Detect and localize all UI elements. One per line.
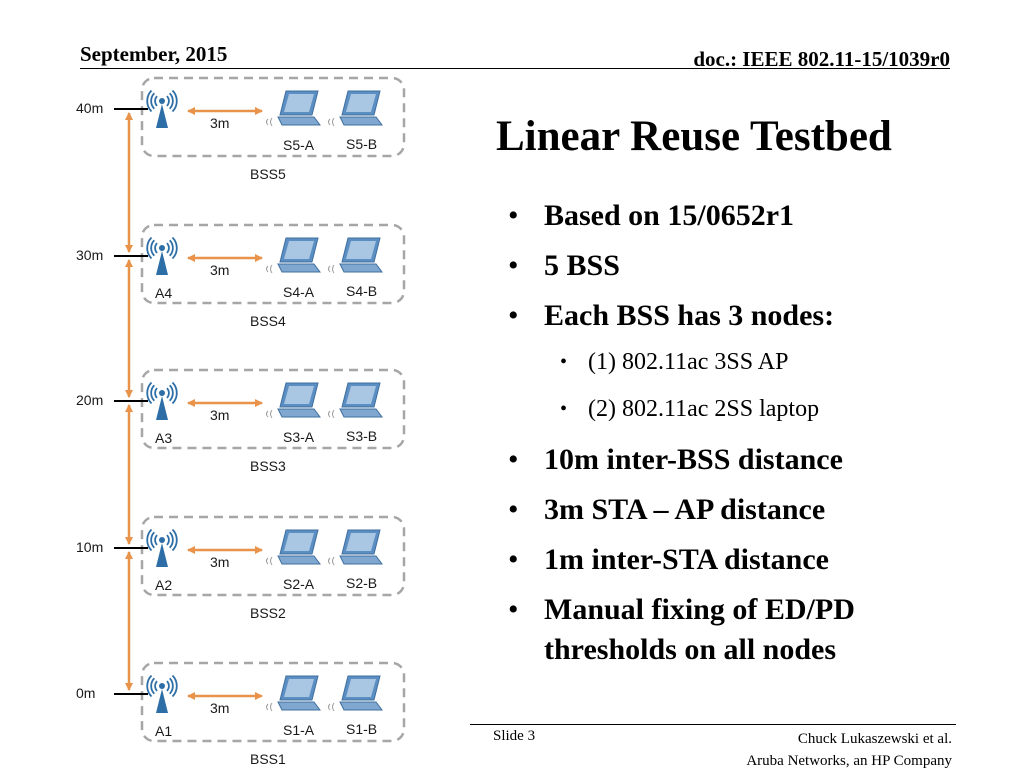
ap-antenna-dot — [159, 683, 165, 689]
bullet-text: 5 BSS — [544, 249, 620, 282]
bss-group — [142, 78, 404, 182]
bullet-item — [508, 246, 978, 296]
distance-label: 40m — [76, 100, 104, 116]
laptop-keyboard — [278, 264, 320, 272]
ap-label: A4 — [155, 285, 173, 301]
ap-wave-left — [151, 678, 154, 693]
bullet-dot-icon: • — [508, 199, 519, 232]
sta-b-label: S4-B — [346, 283, 378, 299]
ap-sta-distance-label: 3m — [210, 554, 230, 570]
ap-wave-right — [170, 93, 173, 108]
ap-wave-left — [155, 681, 157, 691]
bullet-list — [508, 196, 978, 680]
bss-group — [142, 517, 404, 621]
bullet-text: Each BSS has 3 nodes: — [544, 299, 835, 332]
laptop-display — [346, 94, 376, 112]
distance-label: 0m — [76, 685, 96, 701]
laptop-signal-mark — [267, 118, 273, 126]
bss-name-label: BSS1 — [250, 751, 286, 767]
ap-label: A3 — [155, 430, 173, 446]
bss-name-label: BSS3 — [250, 458, 286, 474]
ap-wave-left — [151, 93, 154, 108]
laptop-keyboard — [278, 556, 320, 564]
ap-sta-distance-label: 3m — [210, 262, 230, 278]
bss-group — [142, 663, 404, 767]
ap-sta-distance-label: 3m — [210, 700, 230, 716]
distance-label: 20m — [76, 392, 104, 408]
sta-a-label: S3-A — [283, 429, 315, 445]
ap-tower-icon — [147, 238, 177, 276]
sta-a-label: S4-A — [283, 284, 315, 300]
laptop-keyboard — [340, 556, 382, 564]
laptop-icon — [267, 91, 321, 126]
bullet-dot-icon: • — [508, 249, 519, 282]
ap-wave-right — [167, 96, 169, 106]
laptop-signal-mark — [267, 410, 273, 418]
sta-b-label: S3-B — [346, 428, 378, 444]
ap-label: A2 — [155, 577, 173, 593]
bullet-text: 10m inter-BSS distance — [544, 443, 843, 476]
laptop-icon — [267, 383, 321, 418]
footer-author-block — [746, 728, 952, 772]
ap-antenna-dot — [159, 245, 165, 251]
ap-tower-body — [156, 689, 168, 713]
laptop-signal-mark — [329, 557, 335, 565]
laptop-signal-mark — [267, 557, 273, 565]
bss-name-label: BSS4 — [250, 313, 286, 329]
laptop-display — [284, 94, 314, 112]
bullet-item — [508, 590, 978, 680]
distance-label: 10m — [76, 539, 104, 555]
ap-sta-distance-label: 3m — [210, 407, 230, 423]
laptop-display — [346, 386, 376, 404]
laptop-icon — [267, 530, 321, 565]
laptop-keyboard — [340, 702, 382, 710]
ap-wave-right — [170, 532, 173, 547]
bullet-item — [508, 196, 978, 246]
bullet-item — [508, 490, 978, 540]
ap-wave-left — [151, 240, 154, 255]
laptop-display — [284, 679, 314, 697]
laptop-signal-mark — [267, 265, 273, 273]
bss-group — [142, 370, 404, 474]
ap-antenna-dot — [159, 390, 165, 396]
laptop-keyboard — [278, 117, 320, 125]
sta-a-label: S2-A — [283, 576, 315, 592]
ap-antenna-dot — [159, 537, 165, 543]
footer-divider — [470, 724, 956, 725]
laptop-icon — [329, 383, 383, 418]
bullet-dot-icon: • — [508, 593, 519, 626]
distance-axis — [76, 100, 148, 701]
ap-tower-body — [156, 543, 168, 567]
ap-wave-right — [170, 678, 173, 693]
bullet-item — [508, 440, 978, 490]
header-doc-id: doc.: IEEE 802.11-15/1039r0 — [693, 47, 950, 71]
bss-name-label: BSS5 — [250, 166, 286, 182]
laptop-signal-mark — [329, 703, 335, 711]
laptop-display — [346, 679, 376, 697]
sta-a-label: S1-A — [283, 722, 315, 738]
ap-tower-body — [156, 104, 168, 128]
bss-group — [142, 225, 404, 329]
ap-tower-icon — [147, 676, 177, 714]
laptop-display — [346, 241, 376, 259]
ap-wave-left — [155, 388, 157, 398]
bullet-item — [508, 296, 978, 346]
ap-tower-icon — [147, 383, 177, 421]
distance-label: 30m — [76, 247, 104, 263]
sub-bullet-item — [508, 393, 978, 440]
header-divider — [80, 68, 950, 69]
laptop-icon — [329, 91, 383, 126]
laptop-display — [284, 533, 314, 551]
ap-tower-icon — [147, 530, 177, 568]
ap-tower-icon — [147, 91, 177, 129]
laptop-signal-mark — [329, 410, 335, 418]
bullet-dot-icon: • — [560, 398, 568, 420]
bullet-text: (1) 802.11ac 3SS AP — [588, 349, 789, 375]
laptop-signal-mark — [329, 265, 335, 273]
ap-wave-right — [167, 535, 169, 545]
laptop-icon — [267, 238, 321, 273]
laptop-display — [284, 241, 314, 259]
laptop-icon — [329, 238, 383, 273]
laptop-keyboard — [340, 117, 382, 125]
ap-wave-left — [155, 243, 157, 253]
ap-wave-right — [170, 240, 173, 255]
bss-group-layer — [142, 78, 404, 767]
sta-a-label: S5-A — [283, 137, 315, 153]
laptop-icon — [329, 676, 383, 711]
laptop-keyboard — [278, 702, 320, 710]
header-date: September, 2015 — [80, 42, 228, 66]
bullet-dot-icon: • — [508, 493, 519, 526]
sta-b-label: S1-B — [346, 721, 378, 737]
footer-slide-number: Slide 3 — [493, 728, 536, 744]
bullet-item — [508, 540, 978, 590]
sub-bullet-item — [508, 346, 978, 393]
ap-wave-right — [167, 681, 169, 691]
bullet-text: Based on 15/0652r1 — [544, 199, 795, 232]
ap-wave-left — [151, 532, 154, 547]
ap-wave-right — [167, 243, 169, 253]
ap-tower-body — [156, 251, 168, 275]
bullet-dot-icon: • — [560, 351, 568, 373]
footer-author: Chuck Lukaszewski et al. — [797, 731, 952, 747]
bss-name-label: BSS2 — [250, 605, 286, 621]
bullet-text: 3m STA – AP distance — [544, 493, 826, 526]
ap-wave-left — [155, 535, 157, 545]
laptop-display — [346, 533, 376, 551]
testbed-diagram — [0, 70, 470, 768]
ap-wave-right — [167, 388, 169, 398]
ap-antenna-dot — [159, 98, 165, 104]
laptop-signal-mark — [267, 703, 273, 711]
laptop-signal-mark — [329, 118, 335, 126]
ap-tower-body — [156, 396, 168, 420]
laptop-icon — [267, 676, 321, 711]
ap-wave-left — [155, 96, 157, 106]
footer-company: Aruba Networks, an HP Company — [746, 753, 952, 769]
bullet-dot-icon: • — [508, 443, 519, 476]
laptop-keyboard — [340, 264, 382, 272]
laptop-display — [284, 386, 314, 404]
bullet-text: Manual fixing of ED/PD thresholds on all nodes — [544, 593, 855, 666]
laptop-keyboard — [278, 409, 320, 417]
ap-label: A1 — [155, 723, 173, 739]
bullet-text: (2) 802.11ac 2SS laptop — [588, 396, 820, 422]
ap-sta-distance-label: 3m — [210, 115, 230, 131]
ap-wave-right — [170, 385, 173, 400]
laptop-icon — [329, 530, 383, 565]
bullet-dot-icon: • — [508, 299, 519, 332]
sta-b-label: S2-B — [346, 575, 378, 591]
bullet-text: 1m inter-STA distance — [544, 543, 829, 576]
bullet-dot-icon: • — [508, 543, 519, 576]
slide-title: Linear Reuse Testbed — [496, 113, 892, 160]
laptop-keyboard — [340, 409, 382, 417]
sta-b-label: S5-B — [346, 136, 378, 152]
ap-wave-left — [151, 385, 154, 400]
